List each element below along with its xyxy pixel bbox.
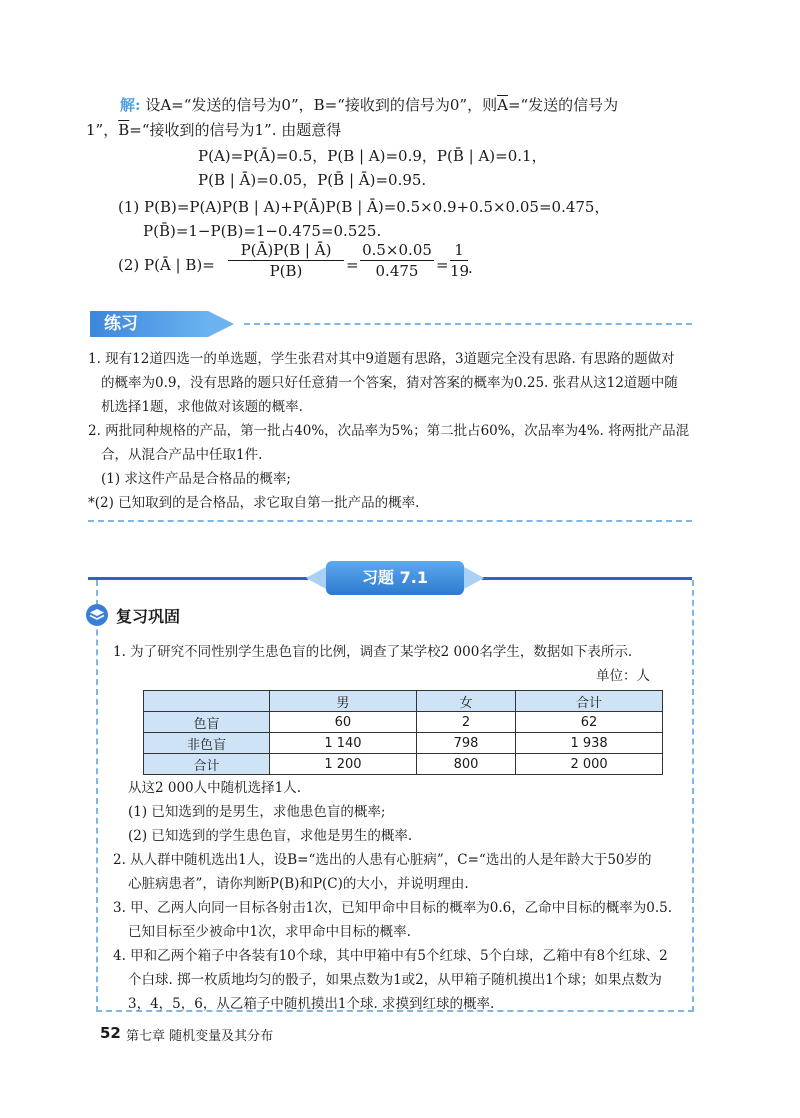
table-row-header: 非色盲 [144,733,270,754]
table-unit: 单位：人 [596,668,650,684]
practice-q2-line-2: 合，从混合产品中任取1件. [101,447,263,463]
table-cell: 62 [516,712,663,733]
table-cell: 798 [416,733,515,754]
exercise-4-line-1: 4. 甲和乙两个箱子中各装有10个球，其中甲箱中有5个红球、5个白球，乙箱中有8个红球、2 [113,948,668,964]
table-cell: 1 140 [270,733,417,754]
table-row [144,733,663,754]
solution-line-2: 1”，$\overline{B}=“$接收到的信号为1”. 由题意得 [86,121,342,139]
part2-fraction-3 [450,240,468,281]
part2-prefix: (2) P(Ā | B)= [118,256,215,274]
practice-q2-line-1: 2. 两批同种规格的产品，第一批占40%，次品率为5%；第二批占60%，次品率为4%. 将两批产品混 [88,423,690,439]
part1-line-2: P(B̄)=1−P(B)=1−0.475=0.525. [143,222,382,240]
period: . [468,259,473,277]
fraction-numerator: P(Ā)P(B | Ā) [228,240,344,261]
exercise-1-after-table: 从这2 000人中随机选择1人. [128,780,302,796]
fraction-denominator: 0.475 [375,262,419,280]
fraction-numerator: 1 [450,240,468,261]
chapter-title: 第七章 随机变量及其分布 [126,1029,274,1044]
exercise-2-line-2: 心脏病患者”，请你判断P(B)和P(C)的大小，并说明理由. [128,876,469,892]
practice-q1-line-1: 1. 现有12道四选一的单选题，学生张君对其中9道题有思路，3道题完全没有思路. 有思路的题做对 [88,351,675,367]
practice-banner [90,311,208,337]
exercise-title: 习题 7.1 [326,561,464,595]
part2-fraction-1 [228,240,344,281]
page-number: 52 [100,1024,121,1042]
table-row-header: 合计 [144,754,270,775]
table-header-cell: 合计 [516,691,663,712]
given-eq-1: P(A)=P(Ā)=0.5，P(B | A)=0.9，P(B̄ | A)=0.1， [198,147,547,165]
part2-fraction-2 [360,240,434,281]
fraction-denominator: P(B) [269,262,303,280]
part1-line-1: (1) P(B)=P(A)P(B | A)+P(Ā)P(B | Ā)=0.5×0.9+0.5×0.05=0.475， [118,198,610,216]
table-row-header: 色盲 [144,712,270,733]
table-cell: 800 [416,754,515,775]
data-table [143,690,663,775]
table-cell: 1 938 [516,733,663,754]
table-cell: 1 200 [270,754,417,775]
table-header-cell [144,691,270,712]
practice-q1-line-2: 的概率为0.9，没有思路的题只好任意猜一个答案，猜对答案的概率为0.25. 张君从这12道题中随 [101,375,678,391]
table-header-cell: 男 [270,691,417,712]
given-eq-2: P(B | Ā)=0.05，P(B̄ | Ā)=0.95. [198,171,427,189]
fraction-numerator: 0.5×0.05 [360,240,434,261]
exercise-3-line-1: 3. 甲、乙两人向同一目标各射击1次，已知甲命中目标的概率为0.6，乙命中目标的概率为0.5. [113,900,672,916]
table-row [144,754,663,775]
exercise-1-line-1: 1. 为了研究不同性别学生患色盲的比例，调查了某学校2 000名学生，数据如下表所示. [113,644,633,660]
equals-sign-2: = [436,256,449,274]
solution-line-1: 解: 设A=“发送的信号为0”，B=“接收到的信号为0”，则$\overline{A}=“$发送的信号为 [120,96,619,114]
practice-q1-line-3: 机选择1题，求他做对该题的概率. [101,399,303,415]
practice-title: 练习 [104,314,138,334]
table-header-cell: 女 [416,691,515,712]
solution-label: 解: [120,96,141,114]
table-row [144,712,663,733]
table-cell: 2 000 [516,754,663,775]
exercise-1-sub-1: (1) 已知选到的是男生，求他患色盲的概率; [128,804,386,820]
fraction-denominator: 19 [450,262,470,280]
exercise-4-line-3: 3，4，5，6，从乙箱子中随机摸出1个球. 求摸到红球的概率. [128,996,495,1012]
practice-q2-sub-1: (1) 求这件产品是合格品的概率; [101,471,291,487]
table-header-row [144,691,663,712]
table-cell: 60 [270,712,417,733]
equals-sign-1: = [346,256,359,274]
exercise-1-sub-2: (2) 已知选到的学生患色盲，求他是男生的概率. [128,828,413,844]
practice-bottom-divider [88,520,692,522]
practice-top-divider [244,323,692,325]
exercise-2-line-1: 2. 从人群中随机选出1人，设B=“选出的人患有心脏病”，C=“选出的人是年龄大于50岁的 [113,852,652,868]
practice-q2-sub-2: *(2) 已知取到的是合格品，求它取自第一批产品的概率. [88,495,420,511]
section-title: 复习巩固 [116,607,181,626]
table-cell: 2 [416,712,515,733]
layers-icon [86,604,108,626]
exercise-3-line-2: 已知目标至少被命中1次，求甲命中目标的概率. [128,924,411,940]
exercise-4-line-2: 个白球. 掷一枚质地均匀的骰子，如果点数为1或2，从甲箱子随机摸出1个球；如果点数为 [128,972,662,988]
